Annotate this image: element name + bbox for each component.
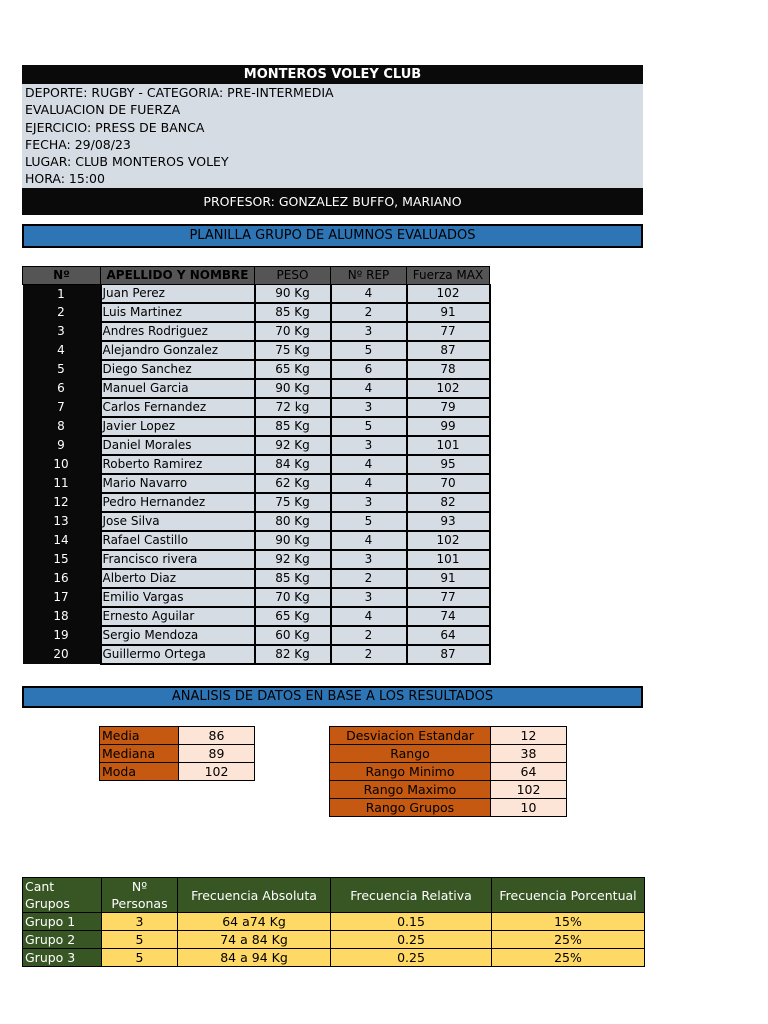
student-name: Luis Martinez xyxy=(101,303,255,322)
frequency-table xyxy=(22,877,645,967)
student-number: 3 xyxy=(23,322,101,341)
student-reps: 3 xyxy=(331,322,407,341)
student-reps: 3 xyxy=(331,550,407,569)
table-row xyxy=(23,569,490,588)
info-line-evaluation: EVALUACION DE FUERZA xyxy=(25,102,181,118)
student-weight: 90 Kg xyxy=(255,531,331,550)
group-rel-freq: 0.25 xyxy=(331,949,492,967)
evaluation-info xyxy=(22,84,643,188)
table-row xyxy=(23,455,490,474)
table-row xyxy=(23,303,490,322)
student-max-strength: 77 xyxy=(407,588,490,607)
student-weight: 85 Kg xyxy=(255,303,331,322)
stat-row-std-dev xyxy=(330,727,567,745)
student-reps: 2 xyxy=(331,303,407,322)
student-reps: 4 xyxy=(331,285,407,304)
student-max-strength: 79 xyxy=(407,398,490,417)
stat-label: Media xyxy=(100,727,179,745)
stat-row-range-groups xyxy=(330,799,567,817)
student-reps: 2 xyxy=(331,626,407,645)
planilla-title: PLANILLA GRUPO DE ALUMNOS EVALUADOS xyxy=(22,224,643,248)
student-reps: 2 xyxy=(331,645,407,664)
table-row xyxy=(23,588,490,607)
student-number: 2 xyxy=(23,303,101,322)
stat-label: Rango Maximo xyxy=(330,781,491,799)
student-reps: 2 xyxy=(331,569,407,588)
student-name: Juan Perez xyxy=(101,285,255,304)
table-row xyxy=(23,550,490,569)
student-name: Mario Navarro xyxy=(101,474,255,493)
table-row xyxy=(23,493,490,512)
student-number: 17 xyxy=(23,588,101,607)
students-table xyxy=(22,266,491,665)
group-persons: 3 xyxy=(102,913,178,931)
dispersion-stats-table xyxy=(329,726,567,817)
stat-label: Mediana xyxy=(100,745,179,763)
col-header-name: APELLIDO Y NOMBRE xyxy=(101,267,255,285)
student-reps: 4 xyxy=(331,379,407,398)
student-weight: 85 Kg xyxy=(255,417,331,436)
student-weight: 90 Kg xyxy=(255,285,331,304)
table-row xyxy=(23,512,490,531)
group-persons: 5 xyxy=(102,931,178,949)
student-reps: 5 xyxy=(331,417,407,436)
student-max-strength: 78 xyxy=(407,360,490,379)
stat-row-range-min xyxy=(330,763,567,781)
col-header-abs-freq: Frecuencia Absoluta xyxy=(178,878,331,913)
group-pct-freq: 15% xyxy=(492,913,645,931)
info-line-exercise: EJERCICIO: PRESS DE BANCA xyxy=(25,119,205,135)
student-reps: 3 xyxy=(331,398,407,417)
student-number: 1 xyxy=(23,285,101,304)
student-max-strength: 101 xyxy=(407,436,490,455)
col-header-persons: Nº Personas xyxy=(102,878,178,913)
student-number: 9 xyxy=(23,436,101,455)
stat-value: 10 xyxy=(491,799,567,817)
col-header-max-strength: Fuerza MAX xyxy=(407,267,490,285)
group-name: Grupo 3 xyxy=(23,949,102,967)
col-header-reps: Nº REP xyxy=(331,267,407,285)
col-header-number: Nº xyxy=(23,267,101,285)
student-max-strength: 102 xyxy=(407,285,490,304)
student-max-strength: 82 xyxy=(407,493,490,512)
student-weight: 92 Kg xyxy=(255,436,331,455)
professor-bar: PROFESOR: GONZALEZ BUFFO, MARIANO xyxy=(22,188,643,215)
col-header-groups: Cant Grupos xyxy=(23,878,102,913)
student-name: Javier Lopez xyxy=(101,417,255,436)
stat-row-mode xyxy=(100,763,255,781)
table-row xyxy=(23,379,490,398)
student-weight: 70 Kg xyxy=(255,322,331,341)
student-name: Jose Silva xyxy=(101,512,255,531)
student-weight: 62 Kg xyxy=(255,474,331,493)
group-persons: 5 xyxy=(102,949,178,967)
student-number: 6 xyxy=(23,379,101,398)
student-name: Alberto Diaz xyxy=(101,569,255,588)
student-reps: 3 xyxy=(331,436,407,455)
student-number: 19 xyxy=(23,626,101,645)
table-row xyxy=(23,474,490,493)
student-weight: 70 Kg xyxy=(255,588,331,607)
student-weight: 65 Kg xyxy=(255,360,331,379)
student-name: Sergio Mendoza xyxy=(101,626,255,645)
table-row xyxy=(23,285,490,304)
student-max-strength: 87 xyxy=(407,645,490,664)
student-name: Alejandro Gonzalez xyxy=(101,341,255,360)
stat-value: 64 xyxy=(491,763,567,781)
student-reps: 4 xyxy=(331,455,407,474)
student-name: Andres Rodriguez xyxy=(101,322,255,341)
student-reps: 3 xyxy=(331,588,407,607)
table-row xyxy=(23,607,490,626)
student-max-strength: 99 xyxy=(407,417,490,436)
col-header-pct-freq: Frecuencia Porcentual xyxy=(492,878,645,913)
student-max-strength: 102 xyxy=(407,379,490,398)
table-row xyxy=(23,931,645,949)
group-abs-freq: 64 a74 Kg xyxy=(178,913,331,931)
stat-label: Rango Grupos xyxy=(330,799,491,817)
info-line-time: HORA: 15:00 xyxy=(25,171,105,187)
stat-value: 38 xyxy=(491,745,567,763)
student-name: Daniel Morales xyxy=(101,436,255,455)
student-number: 14 xyxy=(23,531,101,550)
student-reps: 5 xyxy=(331,512,407,531)
stat-label: Rango xyxy=(330,745,491,763)
students-header-row xyxy=(23,267,490,285)
student-weight: 90 Kg xyxy=(255,379,331,398)
central-stats-table xyxy=(99,726,255,781)
stat-row-range xyxy=(330,745,567,763)
table-row xyxy=(23,341,490,360)
club-title: MONTEROS VOLEY CLUB xyxy=(22,65,643,84)
student-name: Roberto Ramirez xyxy=(101,455,255,474)
group-rel-freq: 0.15 xyxy=(331,913,492,931)
student-number: 10 xyxy=(23,455,101,474)
student-weight: 75 Kg xyxy=(255,493,331,512)
stat-value: 102 xyxy=(491,781,567,799)
table-row xyxy=(23,645,490,664)
student-max-strength: 101 xyxy=(407,550,490,569)
student-weight: 84 Kg xyxy=(255,455,331,474)
student-weight: 72 kg xyxy=(255,398,331,417)
group-name: Grupo 1 xyxy=(23,913,102,931)
group-abs-freq: 84 a 94 Kg xyxy=(178,949,331,967)
student-weight: 82 Kg xyxy=(255,645,331,664)
student-number: 20 xyxy=(23,645,101,664)
student-weight: 92 Kg xyxy=(255,550,331,569)
table-row xyxy=(23,417,490,436)
stat-value: 12 xyxy=(491,727,567,745)
table-row xyxy=(23,398,490,417)
student-max-strength: 77 xyxy=(407,322,490,341)
student-max-strength: 74 xyxy=(407,607,490,626)
stat-value: 102 xyxy=(179,763,255,781)
stat-value: 89 xyxy=(179,745,255,763)
stat-label: Desviacion Estandar xyxy=(330,727,491,745)
stat-row-median xyxy=(100,745,255,763)
stat-value: 86 xyxy=(179,727,255,745)
student-weight: 60 Kg xyxy=(255,626,331,645)
student-reps: 3 xyxy=(331,493,407,512)
student-max-strength: 91 xyxy=(407,303,490,322)
student-max-strength: 102 xyxy=(407,531,490,550)
student-reps: 4 xyxy=(331,474,407,493)
table-row xyxy=(23,360,490,379)
student-number: 5 xyxy=(23,360,101,379)
frequency-header-row xyxy=(23,878,645,913)
student-name: Ernesto Aguilar xyxy=(101,607,255,626)
stat-row-range-max xyxy=(330,781,567,799)
student-name: Guillermo Ortega xyxy=(101,645,255,664)
student-name: Diego Sanchez xyxy=(101,360,255,379)
info-line-sport: DEPORTE: RUGBY - CATEGORIA: PRE-INTERMEDIA xyxy=(25,85,334,100)
student-number: 16 xyxy=(23,569,101,588)
stat-label: Rango Minimo xyxy=(330,763,491,781)
student-number: 4 xyxy=(23,341,101,360)
student-name: Carlos Fernandez xyxy=(101,398,255,417)
student-weight: 65 Kg xyxy=(255,607,331,626)
col-header-weight: PESO xyxy=(255,267,331,285)
student-name: Emilio Vargas xyxy=(101,588,255,607)
student-number: 7 xyxy=(23,398,101,417)
student-name: Rafael Castillo xyxy=(101,531,255,550)
info-line-date: FECHA: 29/08/23 xyxy=(25,136,131,152)
student-name: Pedro Hernandez xyxy=(101,493,255,512)
student-weight: 80 Kg xyxy=(255,512,331,531)
student-weight: 75 Kg xyxy=(255,341,331,360)
student-name: Francisco rivera xyxy=(101,550,255,569)
student-number: 8 xyxy=(23,417,101,436)
table-row xyxy=(23,531,490,550)
student-max-strength: 70 xyxy=(407,474,490,493)
student-reps: 5 xyxy=(331,341,407,360)
table-row xyxy=(23,949,645,967)
student-max-strength: 93 xyxy=(407,512,490,531)
student-max-strength: 87 xyxy=(407,341,490,360)
group-pct-freq: 25% xyxy=(492,931,645,949)
student-name: Manuel Garcia xyxy=(101,379,255,398)
group-name: Grupo 2 xyxy=(23,931,102,949)
student-weight: 85 Kg xyxy=(255,569,331,588)
table-row xyxy=(23,626,490,645)
student-number: 11 xyxy=(23,474,101,493)
analysis-title: ANALISIS DE DATOS EN BASE A LOS RESULTADOS xyxy=(22,686,643,708)
student-max-strength: 95 xyxy=(407,455,490,474)
student-reps: 4 xyxy=(331,531,407,550)
students-body xyxy=(23,285,490,665)
table-row xyxy=(23,322,490,341)
group-abs-freq: 74 a 84 Kg xyxy=(178,931,331,949)
col-header-rel-freq: Frecuencia Relativa xyxy=(331,878,492,913)
student-number: 13 xyxy=(23,512,101,531)
table-row xyxy=(23,913,645,931)
frequency-body xyxy=(23,913,645,967)
student-reps: 4 xyxy=(331,607,407,626)
table-row xyxy=(23,436,490,455)
student-max-strength: 64 xyxy=(407,626,490,645)
group-pct-freq: 25% xyxy=(492,949,645,967)
student-max-strength: 91 xyxy=(407,569,490,588)
stat-row-mean xyxy=(100,727,255,745)
student-number: 15 xyxy=(23,550,101,569)
group-rel-freq: 0.25 xyxy=(331,931,492,949)
info-line-place: LUGAR: CLUB MONTEROS VOLEY xyxy=(25,154,229,170)
student-number: 18 xyxy=(23,607,101,626)
student-reps: 6 xyxy=(331,360,407,379)
student-number: 12 xyxy=(23,493,101,512)
stat-label: Moda xyxy=(100,763,179,781)
